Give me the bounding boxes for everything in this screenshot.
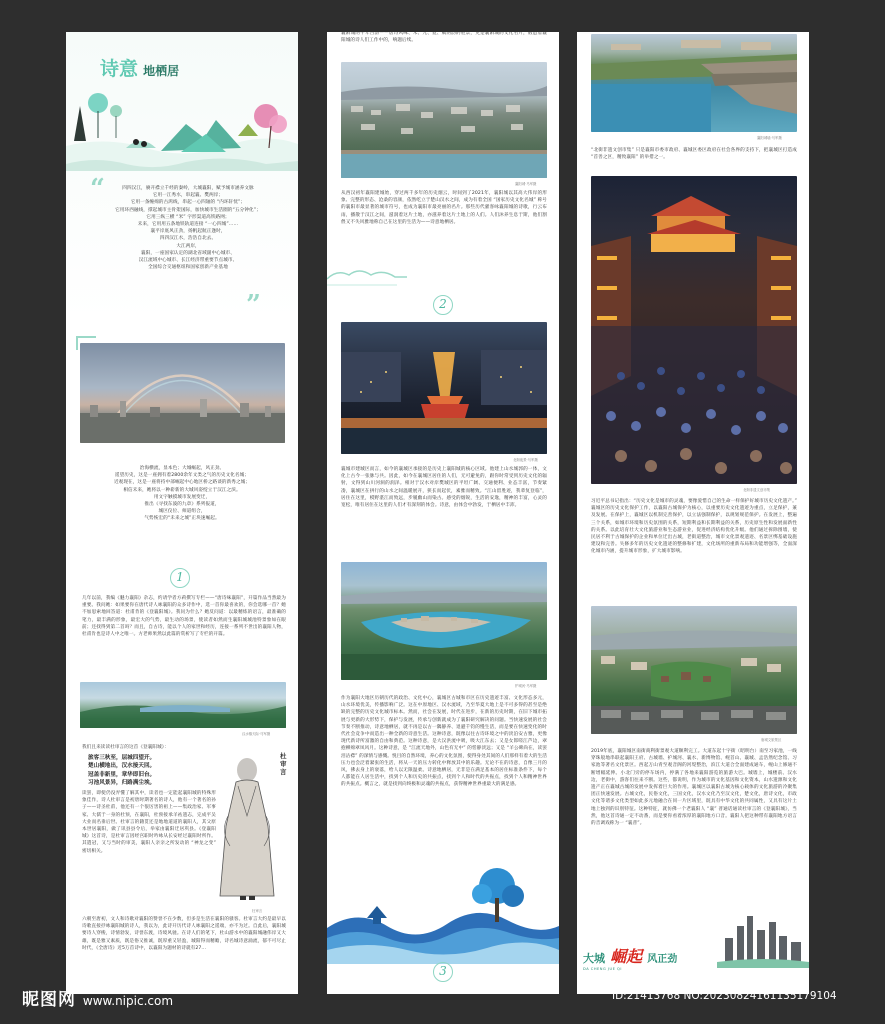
section-badge-2: 2 [433,295,453,315]
watermark-url: www.nipic.com [82,994,174,1008]
rainbow-line: 推出《寻找东波的九章》系列报道， [144,502,220,508]
city-wall-photo [591,34,797,132]
closing-text: 六朝至唐初，文人和诗歌对襄阳的赞誉不在少数，但多是生活在襄阳的骚客。杜审言大约是最早以诗歌直接抒咏襄阳城的诗人，我以为，此诗开历代诗人咏襄阳之遥端，亦不为过。自此后，襄阳城要诗人穿梭，诗情勃发，诗誉东渡，诗境风驰。在诗人们的笔下，杜山游水中的襄阳城融伟岸又大雄，既是雅又素质，既是俗又推诚，既厚重又轻盈，城阳得而精瞻，诗名城诗意涌流，郁不可尽止时代，《全唐诗》近5万首诗中，以襄阳为题材的诗就有27... [82,917,286,951]
section-badge-3: 3 [433,962,453,982]
valley-photo-caption: 汉水镇天际·马军摄 [242,732,271,736]
tang-city-aerial-photo [591,606,797,734]
old-city-photo-caption: 襄阳城·马军摄 [515,182,537,186]
slogan-big-city: 大城 [583,952,605,965]
poem-intro: 我们且来读读杜审言的这首《登襄阳城》： [82,745,169,750]
poet-figure-caption: 杜审言 [252,909,263,913]
rainbow-city-photo [80,343,285,443]
intro-line: 四四汉江水，浩浩自北去。 [159,236,217,242]
intro-line: 襄平岸底风正劲，扬帆起航正逢时， [150,229,226,235]
rainbow-text [90,465,274,523]
tang-city-photo-caption: 唐城文旅景区 [761,738,782,742]
top-text: 襄阳城的千年古韵一一唐诗风味、米、元、霓、赋的韵的胜景，更是襄阳城的文化名片，锻造着襄阳城的诗人们工作中的，响题后续。 [341,32,547,44]
valley-photo [80,682,286,728]
intro-line: 汉江流域中心城市、长江经济带重要节点城市、 [138,258,238,264]
moat-aerial-photo [341,562,547,680]
slogan-rising: 崛起 [610,947,643,966]
rainbow-line: 相信未来，她将以一种崭新的大城风姿绽立于汉江之滨。 [123,487,241,493]
intro-line: 它用三纵三横 “米” 字形渠道高铁路网； [146,214,230,220]
slogan-momentum: 风正劲 [647,954,678,965]
old-city-aerial-photo [341,62,547,178]
section-a-text: 从西汉初年襄阳建城始，穿过两千多年的历史烟云，时间到了2021年，襄阳城以其高大伟岸的形象、完整的形态、沧桑的容颜，依然屹立于楚山汉水之间，成为有着全国 “国家历史文化名城” 称号的襄阳市最显著的城市符号，也成为襄阳市最亮丽的名片。那些历代骚客咏襄阳城的诗歌，行云布雨，播散于汉江之间，滋润着这片土地，亦滋养着这片土地上的人们。人们沐养生息于斯，他们割偎又不失风雅地称自己在这里的生活为——诗意地栖居。 [341,191,547,225]
rainbow-line: 遥望历史，这是一座拥有着2800余年文类之气的历史文化名城； [114,473,250,479]
section1-text: 几年以前，我编《魅力襄阳》杂志，约请学者方莉撰写专栏——“唐诗味襄阳”，开篇作品当然最为重要。我问她：如果要你在唐代诗人咏襄阳的众多诗作中，选一首你最喜欢的，你会选哪一首？她不加思索地回答道：杜甫肯的《登襄阳城》。我问为什么？她反问道：以最精炼的语言，最准确的笔力，最丰满的形象，最宏大的气势，最生动的场景，使读者如然而生襄阳城城池特景象如在眼前；还找得到第二首吗？而且，自古诗，能以个人的家世和经历，连接一系列不世出的襄阳人物，杜甫肯也是诗人中之唯一。方老师果然以此篇的赏析写了专栏的开篇。 [82,596,286,638]
rainbow-line: 治海横流，显本色；大城崛起，风正劲。 [139,466,225,471]
wave-landscape-illustration [327,868,559,964]
intro-line: 襄阳，一座国家认定的湖北省域副中心城市、 [141,250,235,256]
cloud-decoration [327,265,407,289]
intro-line: 它用环西融线，撑起城市主骨架国际，加快城市生活圈的“五分钟化”； [115,207,261,213]
watermark-id: ID:21413768 NO:20230824161135179104 [612,990,837,1002]
section-text: 习近平总书记指出：“历史文化是城市的灵魂，要像爱惜自己的生命一样保护好城市历史文化遗产。” 襄城区的历史文化保护工作，以襄阳古城保护为核心，以重要历史文化遗迹为重点，立足保护，兼及发展。在保护上，襄城区以机制完善保护，以立法强制保护，以规划规范保护。在发展上，整遍三个关系，如城市环境和历史氛围的关系，短期利益和长期利益的关系，历史原生性和发展面新性的关系。以此培育壮大文化旅游业和生态游业业，促进经济结构优化升级。他们通过拆除围墙，使民居不利于古城保护的企业和单位迁出古城，老街道整治，城市文化景观遗迹、名景区绑基础设施建设和完善。失修多年的历史文化遗迹的整修和扩建，文化场所的重新布局和功能增强等，全面深化城市内涵，提升城市形象，扩大城市影响。 [591,499,797,555]
close-quote-mark: ” [246,290,261,320]
rainbow-line: 气势恢宏的“未来之城”正块速崛起。 [144,516,220,522]
poet-figure-illustration [216,756,278,906]
poem-line: 楚山横地出，汉水接天回。 [88,763,156,770]
intro-line: 四四汉江，赓开襟立千经的秦岭，大城襄阳，赋予城市涵养文脉 [122,186,254,191]
poem-line: 习池风景异，归路满尘埃。 [88,780,156,787]
night-street-caption: 北街夜景·马军摄 [513,458,538,462]
intro-line: 未来，它用用五条地铁轨道连接 “一心四城”…… [137,222,239,228]
moat-photo-caption: 护城河·马军摄 [515,684,537,688]
intro-text [104,185,272,271]
night-street-photo [341,322,547,454]
poem-after-text: 读罢，即使仍没弄懂了解其中，读者也一定能起襄阳城的特殊形象佳作，诗人杜审言是初唐时期著名的诗人，他有一个著名的孙子——诗圣杜甫，他还有一个很厉害的祖上——集政治家、军事家、大儒于一身的杜预，在襄阳，杜预接承羊祜遗志，完成平吴大业而名垂后世。杜审言的籍贯还是地地道道的襄阳人，其父原本世居襄阳，做了讯县县令后，举家由襄阳迁居巩县。《登襄阳城》这首诗，是杜审言因经宫职时吟咏从长安经过襄阳时所作。其遣冠，又与当时的审美，襄阳人亲亲之所发动的 “神龙之变” 密切相关。 [82,791,216,854]
open-quote-mark: “ [90,174,105,204]
intro-line: 大江两岸， [176,243,200,249]
header-title-poetic: 诗意 [100,58,139,80]
poem-line: 旅客三秋至，层城四望开。 [88,755,156,761]
slogan-pinyin: DA CHENG JUE QI [583,967,622,971]
poem-line: 冠盖非新里，章华即旧台。 [88,771,156,778]
panel-left [66,32,298,994]
section-b-text: 襄城市建城区而言，如今的襄城区承接的是历史上襄阳城的核心区域。他建上山水城郭的一体，文化上古今一张脉与共。因此，如今在襄城区居住的人们，无可避免的，跟你时常受到历史文化的辐射，文得到山川河洞的润泽。相对于汉水对岸樊城区的平坦广阔、交通便利、业态丰富，节奏紧凑，襄城区在拼行的山水之间温暖展开，狭长而起伏，素雅而精致。“江山留胜迹，我辈复登临”，居住在这里，模野湛江而致远，步履幽山而染古。感受的烟锐，生活的安逸，精神的丰富，心灵的宽松，唯有居住在这里的人们才有深刻的体会。诗意，由体会中勃发，于栖居中丰沛。 [341,467,547,509]
watermark-site-name: 昵图网 [22,990,76,1010]
poet-calligraphy: 杜审言 [280,752,287,776]
panel-middle [327,32,559,994]
closing-text: 2019年底，襄阳城区南街商利街景观大道顺利完工。大道东起十字街（昭明台）南至习家池，一线穿珠般地串联起襄阳王府、古城墙、护城河、襄水、新博物馆、岘首山、襄城、孟浩然纪念馆、习家池等著名文化景区。西起万山青至观音阁的河堤整治，滨江大道合全面建成通车，岘山上修通不断增幅延伸。小北门旁的停车场内，停满了各地来襄阳游览的旅游大巴。城墙上，城楼前、汉水边，老街中，游客们往来不断。这些，都说明，作为城市的文化基因和文化资本，山水遗源和文化遗产正在襄城古城的发展中发挥着巨大的作用。襄城区以襄阳古城为核心载体的文化旅游的冷聚集团正快速发展。古城文化，民俗文化，三国文化，汉水文化乃至汉文化，楚文化，唐诗文化，市政文化等诸多文化类型如此多元地融合在同一片区域里，既具有中华文化的共同属性，又具有这片土地上独到的识别特征。这种特征，就仿佛一个老襄阳人 “襄” 普通话通读杜审言的《登襄阳城》，当然，他这首诗通一定不动番，而是要你看着浓厚的襄阳地方口音。襄阳人把这种带有襄阳地方语言的音调戏称为一 “襄普”。 [591,749,797,827]
intro-line: 全国综合交通枢纽和国家创新产业基地 [148,265,228,271]
rainbow-line: 用文字触摸城市发展变迁， [153,494,211,500]
intro-line: 它用一条缠绵的古鸿线，串起一心四轴的 “内环轩忧”； [130,200,246,206]
photo1-text: “北街非遗文创市集” 只是襄阳市委市政府、襄城区委区政府在社会各界的支持下，把襄城区打造成 “首善之区，精致襄阳” 的举措之一。 [591,148,797,161]
city-wall-photo-caption: 襄阳城墙·马军摄 [757,136,782,140]
poem-block [88,754,228,788]
night-market-caption: 北街非遗文创市集 [743,488,771,492]
slogan [583,944,677,971]
watermark-logo [22,985,173,1010]
night-market-photo [591,176,797,484]
header-title-dwelling: 地栖居 [143,64,180,78]
section-c-text: 作为襄阳大地区历朝历代的政治、文化中心，襄城区古城和市区在历史遗迹丰富、文化形态多元，山水环境优美，传播影响广泛。这在中原地区、汉水流域，乃至华夏大地上是不可多得的甚至是绝缺的完整的历史文化城市标本。然而，社会在发展，时代在进步，在新的历史时期，在旧下城市拓展与更新的大形势下，保护与发展，传承与创新就成为了襄阳研究解决的问题。当快速发展的社会节奏不断推动，诗意地栖居，就不再是以古一隅静养、退避千钧的慢生活，而是要在快速变化的时代社会竞争中而造出一种全新的诗意生活。这种诗意，既像以往古诗环境之中的淡泊安古雅，更像现代新诗所富激的自由和典范。这种诗意，是大汉洪流中吸，吸大江东去；又是女郎嗟江芦边，翠抱柳绵翠凤风月。这种诗意，是 “江流天地外，山色有无中” 的恬静淡远；又是 “羊公碑尚在，读罢泪沾襟” 的深情与感慨。悦目的自然环境，养心的文化氛围，使得身处其间的人们那样有着大的生活压力也会泛着紧张的生活，将从一天的压力转化中释放其中的乐趣。无论不在的诗意，自像三月的风，拂去身上的衰落，给人以无限温柔。诗意地栖居，无非是在满足基本的居住标准条件下，每个人都能在人居生活中，找到个人和历史的共振点，找到个人和时代的共振点，找到个人和精神世界的共振点。概言之，就是找到向终极和灵魂的共振点，获得精神世界重最大的满足感。 [341,696,547,788]
intro-line: 它用一江秀水，串起襄、樊两岸； [152,193,224,199]
rainbow-line: 近观现在，这是一座将持中部崛起中心地区桥之路谈的新秀之城； [113,480,251,486]
header-landscape-illustration [66,76,298,171]
section-badge-1: 1 [170,568,190,588]
rainbow-line: 城区仪位、师道组合， [158,509,206,515]
panel-right [577,32,809,994]
skyline-illustration [717,912,809,968]
